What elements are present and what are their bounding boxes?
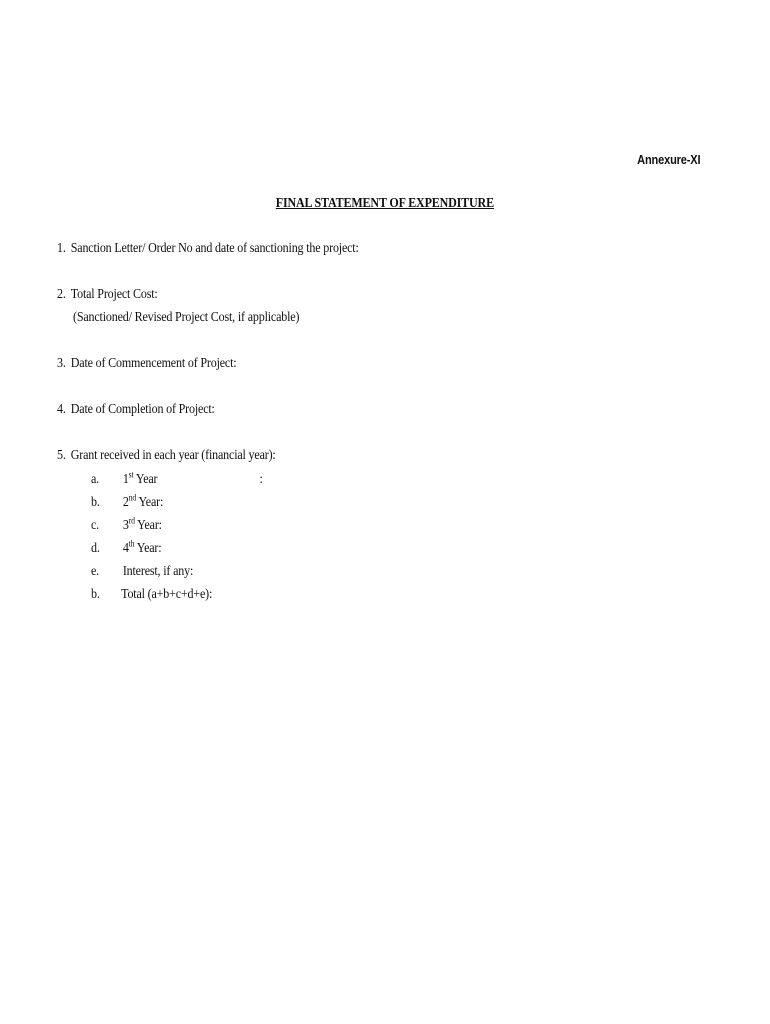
grant-row-letter: a. xyxy=(91,472,100,487)
item-label: Sanction Letter/ Order No and date of sanctioning the project: xyxy=(70,241,359,256)
item-number: 4. xyxy=(57,402,66,417)
item-date-completion xyxy=(57,402,215,418)
grant-row-label: Total (a+b+c+d+e): xyxy=(121,587,213,602)
item-number: 3. xyxy=(57,356,66,371)
annexure-label: Annexure-XI xyxy=(636,152,700,167)
item-label: Total Project Cost: xyxy=(70,287,158,302)
grant-row-label: 1st Year xyxy=(122,469,158,487)
grant-row-label: 4th Year: xyxy=(122,538,162,556)
item-grant-received xyxy=(57,448,276,464)
grant-row-label: Interest, if any: xyxy=(122,564,194,579)
item-label: Date of Commencement of Project: xyxy=(70,356,237,371)
grant-row-letter: d. xyxy=(91,541,100,556)
item-date-commencement xyxy=(57,356,236,372)
grant-row-label: 2nd Year: xyxy=(122,492,164,510)
grant-row-label: 3rd Year: xyxy=(122,515,162,533)
grant-row-colon: : xyxy=(259,472,263,487)
grant-row-letter: e. xyxy=(91,564,100,579)
item-total-project-cost-note: (Sanctioned/ Revised Project Cost, if applicable) xyxy=(73,310,300,325)
item-total-project-cost xyxy=(57,287,158,303)
document-title xyxy=(0,194,770,212)
item-number: 2. xyxy=(57,287,66,302)
item-number: 1. xyxy=(57,241,66,256)
item-label: Date of Completion of Project: xyxy=(70,402,215,417)
item-number: 5. xyxy=(57,448,66,463)
item-label: Grant received in each year (financial year): xyxy=(70,448,276,463)
grant-row-letter: b. xyxy=(91,495,100,510)
item-sanction-letter xyxy=(57,241,359,257)
grant-row-letter: c. xyxy=(91,518,100,533)
document-title-text: FINAL STATEMENT OF EXPENDITURE xyxy=(275,196,495,211)
grant-row-letter: b. xyxy=(91,587,100,602)
